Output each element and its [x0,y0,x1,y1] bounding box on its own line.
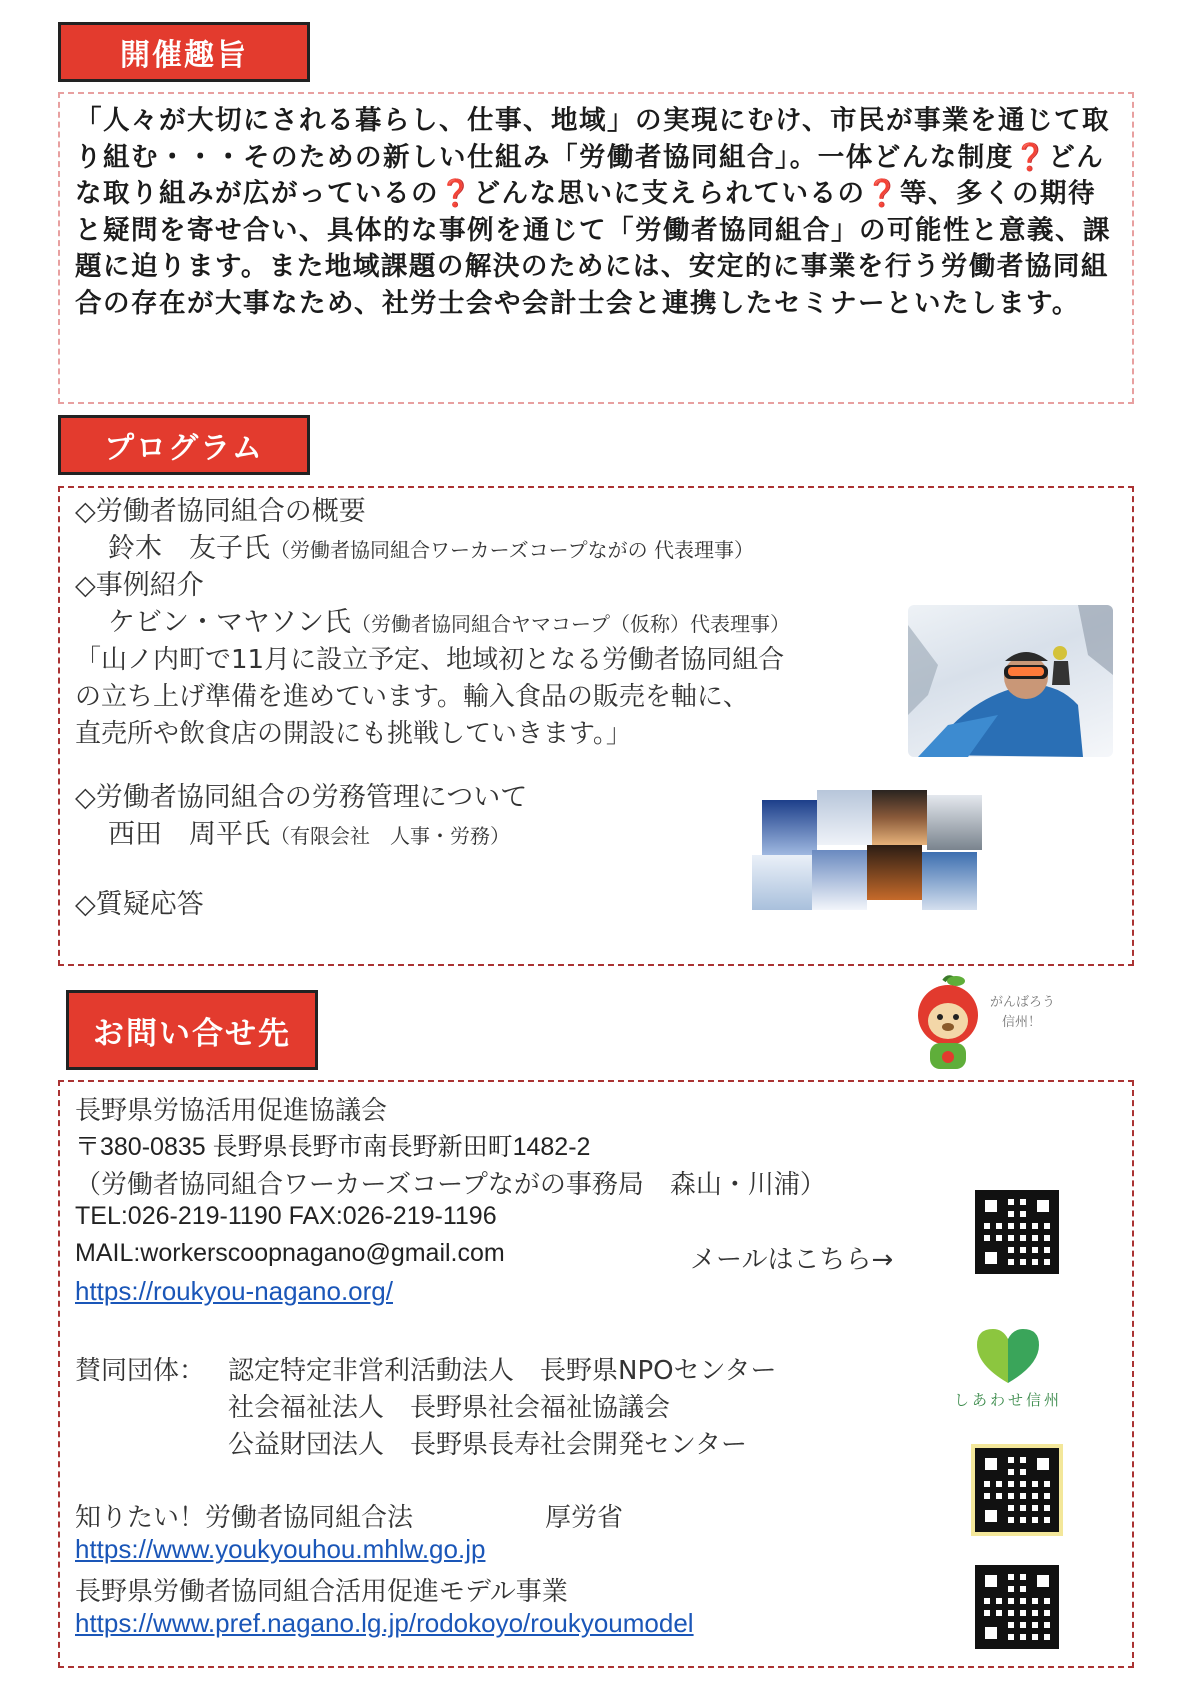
contact-address: 〒380-0835 長野県長野市南長野新田町1482-2 [75,1133,591,1161]
question-icon: ❓ [865,178,900,209]
model-link[interactable]: https://www.pref.nagano.lg.jp/rodokoyo/roukyoumodel [75,1608,694,1638]
support-label: 賛同団体： [75,1356,206,1386]
contact-mail[interactable]: MAIL:workerscoopnagano@gmail.com [75,1239,505,1267]
law-qr-code[interactable] [975,1448,1059,1532]
program-case-desc-3: 直売所や飲食店の開設にも挑戦していきます。」 [75,719,632,749]
program-speaker-kevin: ケビン・マヤソン氏（労働者協同組合ヤマコープ（仮称）代表理事） [108,607,790,638]
ski-photo-art [908,605,1113,757]
program-item-case: ◇事例紹介 [75,570,204,601]
website-link[interactable]: https://roukyou-nagano.org/ [75,1276,393,1306]
contact-header: お問い合せ先 [66,990,318,1070]
winter-photo-collage [752,790,982,916]
purpose-text: 「人々が大切にされる暮らし、仕事、地域」の実現にむけ、市民が事業を通じて取り組む・・・そのための新しい仕組み「労働者協同組合」。一体どんな制度❓どんな取り組みが広がっているの❓どんな思いに支えられているの❓等、多くの期待と疑問を寄せ合い、具体的な事例を通じて「労働者協同組合」の可能性と意義、課題に迫ります。また地域課題の解決のためには、安定的に事業を行う労働者協同組合の存在が大事なため、社労士会や会計士会と連携したセミナーといたします。 [75,105,1111,319]
contact-office: （労働者協同組合ワーカーズコープながの事務局 森山・川浦） [75,1170,826,1200]
question-icon: ❓ [439,178,474,209]
heart-leaf-icon [973,1325,1043,1385]
law-link[interactable]: https://www.youkyouhou.mhlw.go.jp [75,1534,486,1564]
program-item-labor: ◇労働者協同組合の労務管理について [75,782,528,813]
program-speaker-suzuki: 鈴木 友子氏（労働者協同組合ワーカーズコープながの 代表理事） [108,533,754,564]
ski-photo [908,605,1113,757]
contact-tel-fax: TEL:026-219-1190 FAX:026-219-1196 [75,1202,497,1230]
collage-tile [752,855,812,910]
program-header: プログラム [58,415,310,475]
mail-note: メールはこちら→ [690,1245,894,1275]
collage-tile [762,800,817,855]
model-qr-code[interactable] [975,1565,1059,1649]
apple-mascot-icon [908,975,988,1075]
support-org-2: 社会福祉法人 長野県社会福祉協議会 [228,1393,671,1423]
law-title: 知りたい！労働者協同組合法 [75,1503,414,1533]
collage-tile [927,795,982,850]
collage-tile [872,790,927,845]
shiawase-text: しあわせ信州 [953,1391,1062,1409]
program-case-desc-2: の立ち上げ準備を進めています。輸入食品の販売を軸に、 [75,682,749,712]
collage-tile [812,850,867,910]
mascot-slogan-1: がんばろう [990,995,1056,1010]
purpose-header: 開催趣旨 [58,22,310,82]
program-item-qa: ◇質疑応答 [75,889,204,920]
support-org-3: 公益財団法人 長野県長寿社会開発センター [228,1430,747,1460]
model-title: 長野県労働者協同組合活用促進モデル事業 [75,1577,568,1607]
support-org-1: 認定特定非営利活動法人 長野県NPOセンター [228,1356,777,1386]
collage-tile [817,790,872,845]
mail-qr-code[interactable] [975,1190,1059,1274]
program-case-desc-1: 「山ノ内町で11月に設立予定、地域初となる労働者協同組合 [75,645,785,675]
mascot-illustration [908,975,1063,1075]
question-icon: ❓ [1013,141,1049,173]
program-speaker-nishida: 西田 周平氏（有限会社 人事・労務） [108,819,510,850]
law-org: 厚労省 [545,1503,624,1533]
collage-tile [922,852,977,910]
contact-org: 長野県労協活用促進協議会 [75,1096,388,1126]
collage-tile [867,845,922,900]
shiawase-shinshu-logo [948,1325,1068,1413]
mascot-slogan-2: 信州！ [1002,1015,1042,1030]
program-item-overview: ◇労働者協同組合の概要 [75,496,366,527]
